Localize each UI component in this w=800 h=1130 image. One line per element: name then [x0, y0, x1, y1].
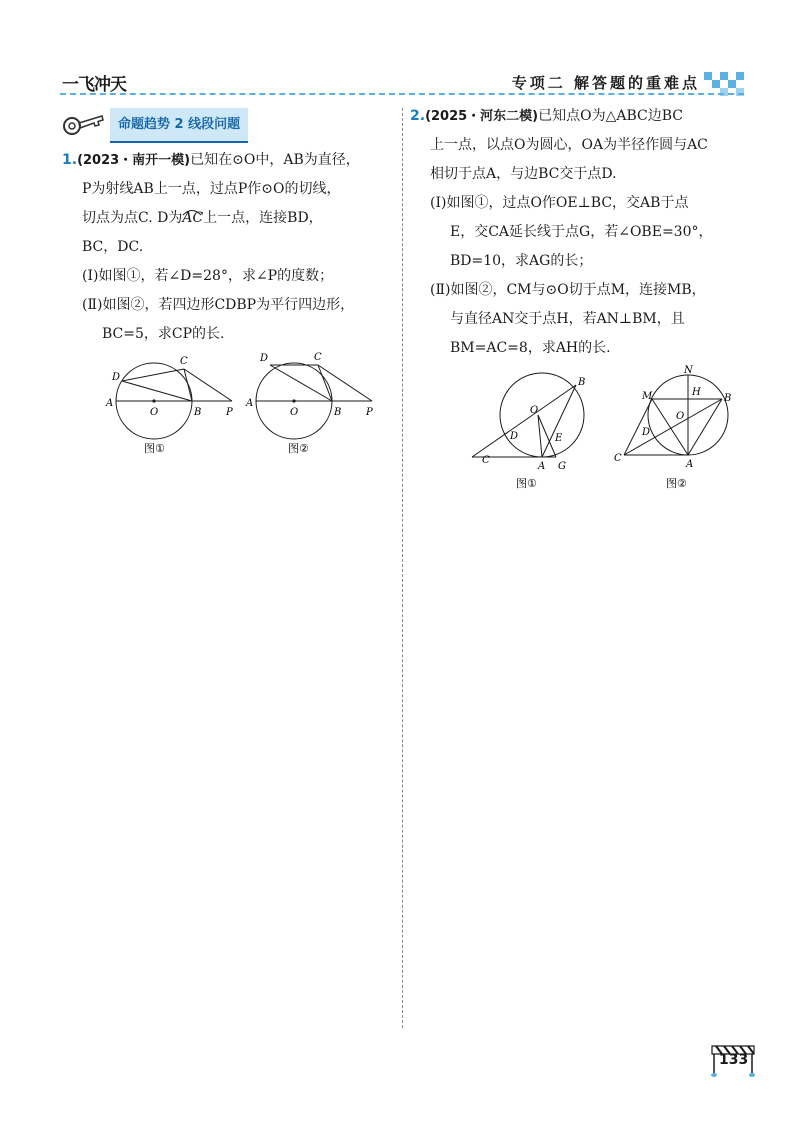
q2-f2-label-c: C: [614, 453, 622, 464]
q2-f1-label-c: C: [482, 455, 490, 466]
checker-decoration-icon: [704, 66, 744, 96]
q1-f1-label-p: P: [226, 407, 233, 418]
q2-part1-line3: BD=10，求AG的长；: [450, 253, 593, 269]
q2-stem-line1: 已知点O为△ABC边BC: [538, 108, 684, 124]
q1-figures: [62, 349, 392, 469]
q1-f2-label-c: C: [314, 352, 322, 363]
q1-part2-line2: BC=5，求CP的长.: [102, 326, 225, 342]
q1-f1-label-b: B: [194, 407, 202, 418]
q2-stem: [410, 102, 755, 131]
q1-f2-label-d: D: [260, 353, 269, 364]
q2-f2-label-b: B: [724, 393, 732, 404]
q1-stem-line1: 已知在⊙O中，AB为直径，: [190, 152, 360, 168]
q2-f1-label-g: G: [558, 461, 566, 472]
q2-part2-line3: BM=AC=8，求AH的长.: [450, 340, 611, 356]
section-title: 专项二 解答题的重难点: [511, 74, 700, 92]
q1-source: (2023・南开一模): [77, 153, 191, 168]
q1-stem-line3b: 上一点，连接BD，: [203, 210, 323, 226]
q2-f1-label-e: E: [555, 433, 563, 444]
q2-f2-label-d: D: [642, 427, 651, 438]
header-divider: [60, 93, 744, 98]
q1-f1-label-o: O: [150, 407, 159, 418]
q2-f1-label-b: B: [578, 377, 586, 388]
q2-number: 2.: [410, 108, 426, 124]
q1-stem: [62, 146, 392, 175]
q2-fig2-caption: 图②: [666, 477, 687, 490]
brand-logo: 一飞冲天: [62, 75, 126, 95]
page-number: 133: [719, 1052, 749, 1068]
q1-figure-2: [245, 352, 373, 455]
q2-stem-line2: 上一点，以点O为圆心，OA为半径作圆与AC: [430, 137, 708, 153]
q2-part2-line1: (Ⅱ)如图②，CM与⊙O切于点M，连接MB，: [430, 282, 706, 298]
trend-label: 命题趋势 2 线段问题: [110, 108, 248, 143]
column-divider: [402, 108, 403, 1028]
q2-figures: [410, 363, 755, 493]
q1-f2-label-b: B: [334, 407, 342, 418]
q2-part1-line1: (Ⅰ)如图①，过点O作OE⊥BC，交AB于点: [430, 195, 689, 211]
q1-fig1-caption: 图①: [144, 442, 165, 455]
q2-part2-line2: 与直径AN交于点H，若AN⊥BM，且: [450, 311, 685, 327]
q2-f2-label-o: O: [676, 411, 685, 422]
q2-f1-label-d: D: [510, 431, 519, 442]
q1-number: 1.: [62, 152, 78, 168]
q2-f2-label-h: H: [692, 387, 701, 398]
q1-part2-line1: (Ⅱ)如图②，若四边形CDBP为平行四边形，: [82, 297, 355, 313]
q2-part1-line2: E，交CA延长线于点G，若∠OBE=30°，: [450, 224, 713, 240]
q1-stem-line3: [62, 204, 392, 233]
q1-part1: (Ⅰ)如图①，若∠D=28°，求∠P的度数；: [82, 268, 334, 284]
key-icon: [62, 112, 104, 138]
q1-f2-label-o: O: [290, 407, 299, 418]
q1-f1-label-d: D: [112, 372, 121, 383]
q1-f2-label-p: P: [366, 407, 373, 418]
q1-f1-label-c: C: [180, 356, 188, 367]
q2-f1-label-o: O: [530, 405, 539, 416]
q1-stem-line3a: 切点为点C. D为: [82, 210, 183, 226]
trend-banner: [62, 110, 392, 140]
q1-fig2-caption: 图②: [288, 442, 309, 455]
q2-f2-label-a: A: [686, 459, 694, 470]
q2-stem-line3: 相切于点A，与边BC交于点D.: [430, 166, 617, 182]
q2-f2-label-m: M: [642, 391, 653, 402]
q2-source: (2025・河东二模): [425, 109, 539, 124]
left-column: [62, 110, 392, 480]
q1-arc-label: AC: [182, 210, 204, 226]
q2-figure-1: [472, 373, 585, 490]
q1-figure-1: [105, 356, 233, 455]
q2-f2-label-n: N: [684, 365, 693, 376]
q1-arc-ac: [182, 210, 203, 226]
q1-stem-line2: P为射线AB上一点，过点P作⊙O的切线，: [82, 181, 341, 197]
q2-figure-2: [614, 365, 731, 490]
q1-stem-line4: BC，DC.: [82, 239, 144, 255]
q2-f1-label-a: A: [538, 461, 546, 472]
right-column: [410, 102, 755, 504]
q2-fig1-caption: 图①: [516, 477, 537, 490]
q1-f1-label-a: A: [106, 398, 114, 409]
q1-f2-label-a: A: [246, 398, 254, 409]
